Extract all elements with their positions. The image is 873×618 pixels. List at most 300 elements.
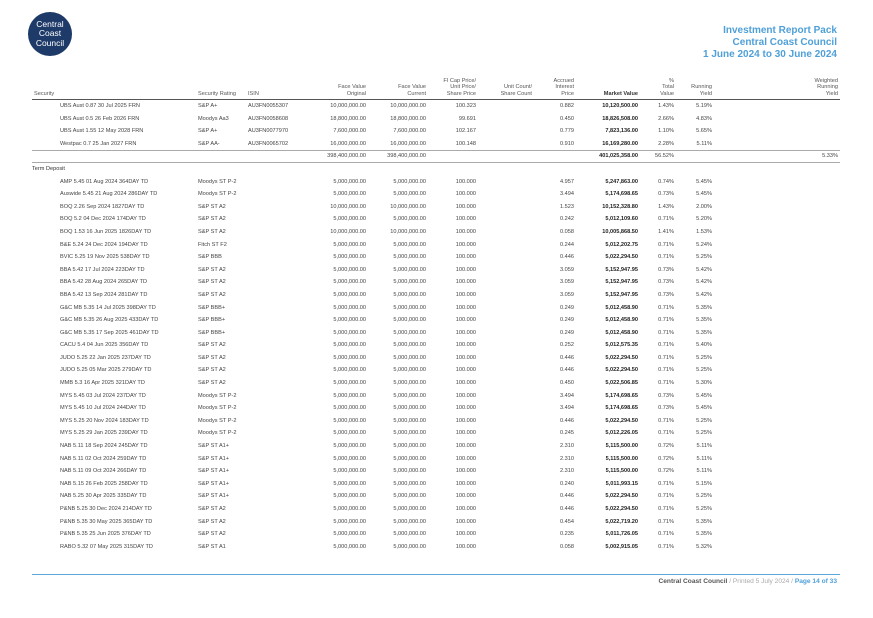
- table-row: [32, 339, 840, 352]
- cell-weighted-yield: [714, 503, 840, 516]
- cell-face-original: 5,000,000.00: [333, 342, 366, 349]
- cell-security: BOQ 1.53 16 Jun 2025 1826DAY TD: [60, 228, 152, 235]
- cell-price: 100.148: [455, 140, 476, 147]
- cell-unit-count: [478, 465, 534, 478]
- cell-isin: [246, 339, 304, 352]
- cell-market-value: 5,022,294.50: [605, 254, 638, 261]
- cell-face-original: 5,000,000.00: [333, 443, 366, 450]
- table-row: [32, 503, 840, 516]
- cell-security: MYS 5.25 29 Jan 2025 239DAY TD: [60, 430, 148, 437]
- cell-running-yield: 5.25%: [696, 254, 712, 261]
- cell-rating: Moodys ST P-2: [198, 392, 237, 399]
- cell-face-original: 5,000,000.00: [333, 480, 366, 487]
- cell-price: 100.000: [455, 430, 476, 437]
- cell-face-original: 5,000,000.00: [333, 455, 366, 462]
- col-accrued: Accrued Interest Price: [534, 78, 576, 100]
- table-row: [32, 377, 840, 390]
- cell-face-current: 5,000,000.00: [393, 531, 426, 538]
- cell-security: MYS 5.25 20 Nov 2024 183DAY TD: [60, 417, 149, 424]
- frn-rows: [32, 100, 840, 150]
- cell-pct-total: 0.73%: [658, 279, 674, 286]
- cell-face-current: 5,000,000.00: [393, 443, 426, 450]
- cell-rating: S&P BBB+: [198, 317, 226, 324]
- cell-face-original: 5,000,000.00: [333, 417, 366, 424]
- cell-unit-count: [478, 213, 534, 226]
- cell-rating: S&P ST A1+: [198, 480, 230, 487]
- cell-market-value: 5,152,947.95: [605, 279, 638, 286]
- cell-rating: S&P ST A2: [198, 266, 226, 273]
- cell-pct-total: 1.10%: [658, 128, 674, 135]
- cell-isin: AU3FN0055307: [248, 103, 289, 110]
- cell-accrued: 0.249: [560, 329, 574, 336]
- cell-market-value: 5,022,294.50: [605, 506, 638, 513]
- cell-isin: [246, 515, 304, 528]
- cell-price: 100.000: [455, 455, 476, 462]
- cell-isin: [246, 276, 304, 289]
- cell-accrued: 3.494: [560, 191, 574, 198]
- cell-face-original: 5,000,000.00: [333, 291, 366, 298]
- cell-unit-count: [478, 377, 534, 390]
- cell-price: 100.000: [455, 279, 476, 286]
- cell-face-original: 5,000,000.00: [333, 317, 366, 324]
- cell-accrued: 0.252: [560, 342, 574, 349]
- cell-security: RABO 5.32 07 May 2025 315DAY TD: [60, 543, 153, 550]
- cell-running-yield: 5.25%: [696, 417, 712, 424]
- cell-face-original: 10,000,000.00: [330, 228, 366, 235]
- cell-weighted-yield: [714, 251, 840, 264]
- cell-price: 100.000: [455, 228, 476, 235]
- col-price: FI Cap Price/ Unit Price/ Share Price: [428, 78, 478, 100]
- cell-weighted-yield: [714, 377, 840, 390]
- cell-weighted-yield: [714, 138, 840, 151]
- cell-face-current: 5,000,000.00: [393, 468, 426, 475]
- cell-rating: S&P ST A2: [198, 380, 226, 387]
- cell-face-current: 5,000,000.00: [393, 254, 426, 261]
- cell-security: B&E 5.24 24 Dec 2024 194DAY TD: [60, 241, 148, 248]
- cell-pct-total: 0.71%: [658, 543, 674, 550]
- cell-market-value: 5,012,458.90: [605, 317, 638, 324]
- cell-rating: S&P ST A2: [198, 228, 226, 235]
- col-running-yield: Running Yield: [676, 78, 714, 100]
- cell-price: 100.000: [455, 392, 476, 399]
- cell-pct-total: 0.71%: [658, 417, 674, 424]
- cell-market-value: 5,115,500.00: [605, 468, 638, 475]
- cell-price: 100.000: [455, 506, 476, 513]
- table-row: [32, 364, 840, 377]
- cell-rating: S&P AA-: [198, 140, 220, 147]
- cell-unit-count: [478, 478, 534, 491]
- cell-price: 102.167: [455, 128, 476, 135]
- cell-market-value: 5,022,294.50: [605, 354, 638, 361]
- cell-face-original: 5,000,000.00: [333, 191, 366, 198]
- cell-security: MYS 5.45 10 Jul 2024 244DAY TD: [60, 405, 146, 412]
- col-rating: Security Rating: [196, 78, 246, 100]
- cell-unit-count: [478, 276, 534, 289]
- cell-face-original: 5,000,000.00: [333, 178, 366, 185]
- cell-isin: AU3FN0077970: [248, 128, 289, 135]
- cell-security: NAB 5.11 02 Oct 2024 259DAY TD: [60, 455, 147, 462]
- col-isin: ISIN: [246, 78, 304, 100]
- cell-market-value: 5,012,109.60: [605, 216, 638, 223]
- cell-accrued: 0.446: [560, 367, 574, 374]
- cell-pct-total: 0.71%: [658, 430, 674, 437]
- cell-running-yield: 5.42%: [696, 266, 712, 273]
- cell-running-yield: 4.83%: [696, 115, 712, 122]
- cell-face-current: 10,000,000.00: [390, 103, 426, 110]
- cell-pct-total: 0.73%: [658, 291, 674, 298]
- cell-unit-count: [478, 314, 534, 327]
- report-org: Central Coast Council: [732, 37, 837, 48]
- cell-weighted-yield: [714, 452, 840, 465]
- table-row: [32, 112, 840, 125]
- cell-running-yield: 5.11%: [696, 468, 712, 475]
- cell-rating: S&P ST A2: [198, 203, 226, 210]
- table-row: [32, 427, 840, 440]
- cell-face-current: 5,000,000.00: [393, 216, 426, 223]
- cell-face-original: 5,000,000.00: [333, 216, 366, 223]
- cell-isin: [246, 200, 304, 213]
- cell-face-current: 5,000,000.00: [393, 291, 426, 298]
- cell-isin: [246, 452, 304, 465]
- total-face-current: 398,400,000.00: [368, 150, 428, 163]
- cell-price: 100.000: [455, 216, 476, 223]
- cell-security: P&NB 5.35 25 Jun 2025 376DAY TD: [60, 531, 151, 538]
- cell-face-current: 18,800,000.00: [390, 115, 426, 122]
- table-row: [32, 415, 840, 428]
- cell-running-yield: 5.30%: [696, 380, 712, 387]
- cell-rating: Moodys Aa3: [198, 115, 229, 122]
- cell-face-original: 5,000,000.00: [333, 354, 366, 361]
- cell-market-value: 5,247,863.00: [605, 178, 638, 185]
- cell-isin: [246, 175, 304, 188]
- cell-market-value: 5,012,575.35: [605, 342, 638, 349]
- cell-face-current: 10,000,000.00: [390, 228, 426, 235]
- cell-weighted-yield: [714, 427, 840, 440]
- cell-pct-total: 0.72%: [658, 455, 674, 462]
- cell-rating: Moodys ST P-2: [198, 405, 237, 412]
- cell-price: 100.000: [455, 241, 476, 248]
- table-row: [32, 175, 840, 188]
- cell-price: 100.000: [455, 203, 476, 210]
- cell-price: 100.000: [455, 342, 476, 349]
- cell-price: 100.323: [455, 103, 476, 110]
- cell-isin: [246, 188, 304, 201]
- cell-market-value: 16,169,280.00: [602, 140, 638, 147]
- cell-running-yield: 5.35%: [696, 518, 712, 525]
- cell-pct-total: 0.73%: [658, 392, 674, 399]
- cell-price: 100.000: [455, 493, 476, 500]
- cell-market-value: 5,012,226.05: [605, 430, 638, 437]
- cell-face-original: 5,000,000.00: [333, 241, 366, 248]
- cell-running-yield: 5.35%: [696, 317, 712, 324]
- cell-rating: S&P ST A1+: [198, 493, 230, 500]
- cell-isin: [246, 213, 304, 226]
- col-security: Security: [32, 78, 196, 100]
- cell-market-value: 5,022,294.50: [605, 367, 638, 374]
- cell-running-yield: 5.25%: [696, 354, 712, 361]
- cell-weighted-yield: [714, 125, 840, 138]
- cell-unit-count: [478, 251, 534, 264]
- table-row: [32, 226, 840, 239]
- cell-face-current: 5,000,000.00: [393, 380, 426, 387]
- cell-pct-total: 1.41%: [658, 228, 674, 235]
- table-row: [32, 478, 840, 491]
- cell-face-current: 5,000,000.00: [393, 354, 426, 361]
- cell-accrued: 0.882: [560, 103, 574, 110]
- cell-price: 100.000: [455, 367, 476, 374]
- cell-face-current: 5,000,000.00: [393, 342, 426, 349]
- cell-security: P&NB 5.35 30 May 2025 365DAY TD: [60, 518, 153, 525]
- cell-face-current: 5,000,000.00: [393, 191, 426, 198]
- cell-running-yield: 1.53%: [696, 228, 712, 235]
- cell-unit-count: [478, 226, 534, 239]
- cell-pct-total: 0.71%: [658, 317, 674, 324]
- cell-running-yield: 5.24%: [696, 241, 712, 248]
- cell-face-current: 16,000,000.00: [390, 140, 426, 147]
- cell-face-original: 5,000,000.00: [333, 279, 366, 286]
- cell-rating: Moodys ST P-2: [198, 191, 237, 198]
- cell-security: UBS Aust 0.5 26 Feb 2026 FRN: [60, 115, 140, 122]
- cell-accrued: 3.059: [560, 279, 574, 286]
- cell-isin: [246, 478, 304, 491]
- cell-isin: [246, 503, 304, 516]
- cell-running-yield: 5.25%: [696, 367, 712, 374]
- cell-weighted-yield: [714, 301, 840, 314]
- footer-page: Page 14 of 33: [794, 578, 837, 585]
- cell-unit-count: [478, 125, 534, 138]
- table-header-row: [32, 78, 840, 100]
- cell-security: BBA 5.42 13 Sep 2024 281DAY TD: [60, 291, 148, 298]
- cell-accrued: 0.245: [560, 430, 574, 437]
- cell-accrued: 3.059: [560, 291, 574, 298]
- cell-pct-total: 0.71%: [658, 216, 674, 223]
- cell-unit-count: [478, 200, 534, 213]
- cell-pct-total: 0.72%: [658, 468, 674, 475]
- cell-accrued: 3.494: [560, 392, 574, 399]
- cell-isin: [246, 301, 304, 314]
- cell-security: NAB 5.11 09 Oct 2024 266DAY TD: [60, 468, 147, 475]
- cell-isin: [246, 528, 304, 541]
- cell-price: 100.000: [455, 254, 476, 261]
- cell-market-value: 5,174,698.65: [605, 392, 638, 399]
- cell-pct-total: 1.43%: [658, 103, 674, 110]
- cell-running-yield: 5.42%: [696, 291, 712, 298]
- cell-face-original: 5,000,000.00: [333, 543, 366, 550]
- cell-running-yield: 5.11%: [696, 443, 712, 450]
- cell-market-value: 5,174,698.65: [605, 191, 638, 198]
- cell-running-yield: 5.25%: [696, 506, 712, 513]
- cell-unit-count: [478, 100, 534, 113]
- cell-accrued: 0.450: [560, 380, 574, 387]
- cell-accrued: 0.779: [560, 128, 574, 135]
- cell-face-original: 5,000,000.00: [333, 468, 366, 475]
- cell-face-current: 5,000,000.00: [393, 266, 426, 273]
- cell-running-yield: 5.40%: [696, 342, 712, 349]
- cell-market-value: 5,022,294.50: [605, 493, 638, 500]
- table-row: [32, 541, 840, 554]
- cell-accrued: 0.450: [560, 115, 574, 122]
- cell-face-current: 5,000,000.00: [393, 304, 426, 311]
- col-face-current: Face Value Current: [368, 78, 428, 100]
- cell-market-value: 5,152,947.95: [605, 266, 638, 273]
- cell-market-value: 5,022,719.20: [605, 518, 638, 525]
- cell-unit-count: [478, 289, 534, 302]
- cell-rating: S&P A+: [198, 103, 218, 110]
- cell-unit-count: [478, 175, 534, 188]
- table-row: [32, 289, 840, 302]
- cell-isin: [246, 364, 304, 377]
- cell-face-original: 5,000,000.00: [333, 266, 366, 273]
- cell-rating: Moodys ST P-2: [198, 417, 237, 424]
- cell-security: G&C MB 5.35 17 Sep 2025 461DAY TD: [60, 329, 159, 336]
- cell-face-current: 5,000,000.00: [393, 518, 426, 525]
- table-row: [32, 440, 840, 453]
- cell-weighted-yield: [714, 276, 840, 289]
- cell-running-yield: 5.15%: [696, 480, 712, 487]
- cell-face-original: 5,000,000.00: [333, 304, 366, 311]
- cell-isin: [246, 314, 304, 327]
- cell-accrued: 0.446: [560, 417, 574, 424]
- cell-weighted-yield: [714, 100, 840, 113]
- cell-security: BBA 5.42 17 Jul 2024 223DAY TD: [60, 266, 145, 273]
- table-row: [32, 188, 840, 201]
- table-row: [32, 352, 840, 365]
- cell-pct-total: 0.71%: [658, 342, 674, 349]
- cell-face-current: 5,000,000.00: [393, 178, 426, 185]
- section-label: Term Deposit: [32, 166, 65, 173]
- cell-market-value: 5,115,500.00: [605, 443, 638, 450]
- cell-face-original: 18,800,000.00: [330, 115, 366, 122]
- cell-running-yield: 5.25%: [696, 493, 712, 500]
- cell-accrued: 3.494: [560, 405, 574, 412]
- table-row: [32, 452, 840, 465]
- cell-security: BOQ 5.2 04 Dec 2024 174DAY TD: [60, 216, 146, 223]
- council-logo: Central Coast Council: [28, 12, 72, 56]
- cell-rating: S&P ST A2: [198, 367, 226, 374]
- cell-security: BOQ 2.26 Sep 2024 1827DAY TD: [60, 203, 145, 210]
- cell-market-value: 10,152,328.80: [602, 203, 638, 210]
- cell-isin: [246, 251, 304, 264]
- cell-running-yield: 5.35%: [696, 304, 712, 311]
- cell-running-yield: 5.11%: [696, 455, 712, 462]
- cell-market-value: 5,022,506.85: [605, 380, 638, 387]
- cell-accrued: 0.446: [560, 493, 574, 500]
- cell-unit-count: [478, 352, 534, 365]
- cell-face-original: 16,000,000.00: [330, 140, 366, 147]
- cell-unit-count: [478, 452, 534, 465]
- cell-rating: S&P ST A2: [198, 354, 226, 361]
- table-row: [32, 515, 840, 528]
- cell-face-current: 5,000,000.00: [393, 392, 426, 399]
- cell-unit-count: [478, 515, 534, 528]
- cell-face-original: 10,000,000.00: [330, 203, 366, 210]
- cell-market-value: 10,005,868.50: [602, 228, 638, 235]
- cell-security: BBA 5.42 28 Aug 2024 265DAY TD: [60, 279, 148, 286]
- cell-running-yield: 5.42%: [696, 279, 712, 286]
- table-row: [32, 389, 840, 402]
- cell-unit-count: [478, 415, 534, 428]
- cell-weighted-yield: [714, 490, 840, 503]
- cell-weighted-yield: [714, 112, 840, 125]
- cell-rating: S&P ST A2: [198, 531, 226, 538]
- cell-price: 100.000: [455, 380, 476, 387]
- cell-face-current: 5,000,000.00: [393, 417, 426, 424]
- cell-weighted-yield: [714, 213, 840, 226]
- cell-isin: [246, 427, 304, 440]
- cell-security: JUDO 5.25 22 Jan 2025 237DAY TD: [60, 354, 151, 361]
- cell-accrued: 2.310: [560, 443, 574, 450]
- cell-security: UBS Aust 1.55 12 May 2028 FRN: [60, 128, 144, 135]
- footer-org: Central Coast Council: [658, 578, 728, 585]
- cell-security: JUDO 5.25 05 Mar 2025 279DAY TD: [60, 367, 152, 374]
- cell-security: P&NB 5.25 30 Dec 2024 214DAY TD: [60, 506, 152, 513]
- cell-rating: S&P ST A2: [198, 342, 226, 349]
- cell-weighted-yield: [714, 326, 840, 339]
- cell-rating: Fitch ST F2: [198, 241, 227, 248]
- col-weighted-yield: Weighted Running Yield: [714, 78, 840, 100]
- cell-rating: S&P BBB+: [198, 304, 226, 311]
- cell-rating: S&P ST A2: [198, 216, 226, 223]
- cell-isin: AU3FN0065702: [248, 140, 289, 147]
- table-row: [32, 125, 840, 138]
- cell-running-yield: 5.32%: [696, 543, 712, 550]
- cell-isin: [246, 352, 304, 365]
- cell-security: BVIC 5.25 19 Nov 2025 538DAY TD: [60, 254, 150, 261]
- cell-market-value: 5,115,500.00: [605, 455, 638, 462]
- cell-weighted-yield: [714, 352, 840, 365]
- cell-weighted-yield: [714, 364, 840, 377]
- report-title: Investment Report Pack: [723, 25, 837, 36]
- cell-price: 100.000: [455, 480, 476, 487]
- cell-pct-total: 0.73%: [658, 405, 674, 412]
- cell-isin: [246, 226, 304, 239]
- cell-unit-count: [478, 440, 534, 453]
- cell-pct-total: 0.71%: [658, 304, 674, 311]
- cell-face-original: 5,000,000.00: [333, 518, 366, 525]
- cell-running-yield: 5.45%: [696, 178, 712, 185]
- cell-weighted-yield: [714, 389, 840, 402]
- cell-face-original: 5,000,000.00: [333, 405, 366, 412]
- cell-security: G&C MB 5.35 26 Aug 2025 433DAY TD: [60, 317, 159, 324]
- cell-rating: S&P BBB+: [198, 329, 226, 336]
- footer-printed: Printed 5 July 2024: [732, 578, 790, 585]
- cell-running-yield: 5.45%: [696, 392, 712, 399]
- cell-weighted-yield: [714, 478, 840, 491]
- cell-pct-total: 0.73%: [658, 266, 674, 273]
- cell-face-current: 5,000,000.00: [393, 317, 426, 324]
- cell-security: AMP 5.45 01 Aug 2024 364DAY TD: [60, 178, 149, 185]
- table-row: [32, 100, 840, 113]
- cell-face-original: 5,000,000.00: [333, 380, 366, 387]
- table-row: [32, 200, 840, 213]
- cell-face-original: 5,000,000.00: [333, 506, 366, 513]
- cell-rating: S&P ST A1+: [198, 468, 230, 475]
- total-face-original: 398,400,000.00: [304, 150, 368, 163]
- cell-pct-total: 0.71%: [658, 329, 674, 336]
- cell-price: 100.000: [455, 468, 476, 475]
- cell-face-current: 5,000,000.00: [393, 279, 426, 286]
- cell-market-value: 5,022,294.50: [605, 417, 638, 424]
- cell-market-value: 5,174,698.65: [605, 405, 638, 412]
- cell-price: 100.000: [455, 405, 476, 412]
- table-row: [32, 301, 840, 314]
- cell-rating: S&P ST A2: [198, 506, 226, 513]
- cell-isin: [246, 326, 304, 339]
- cell-accrued: 0.910: [560, 140, 574, 147]
- cell-running-yield: 5.35%: [696, 329, 712, 336]
- cell-price: 99.691: [458, 115, 476, 122]
- cell-price: 100.000: [455, 191, 476, 198]
